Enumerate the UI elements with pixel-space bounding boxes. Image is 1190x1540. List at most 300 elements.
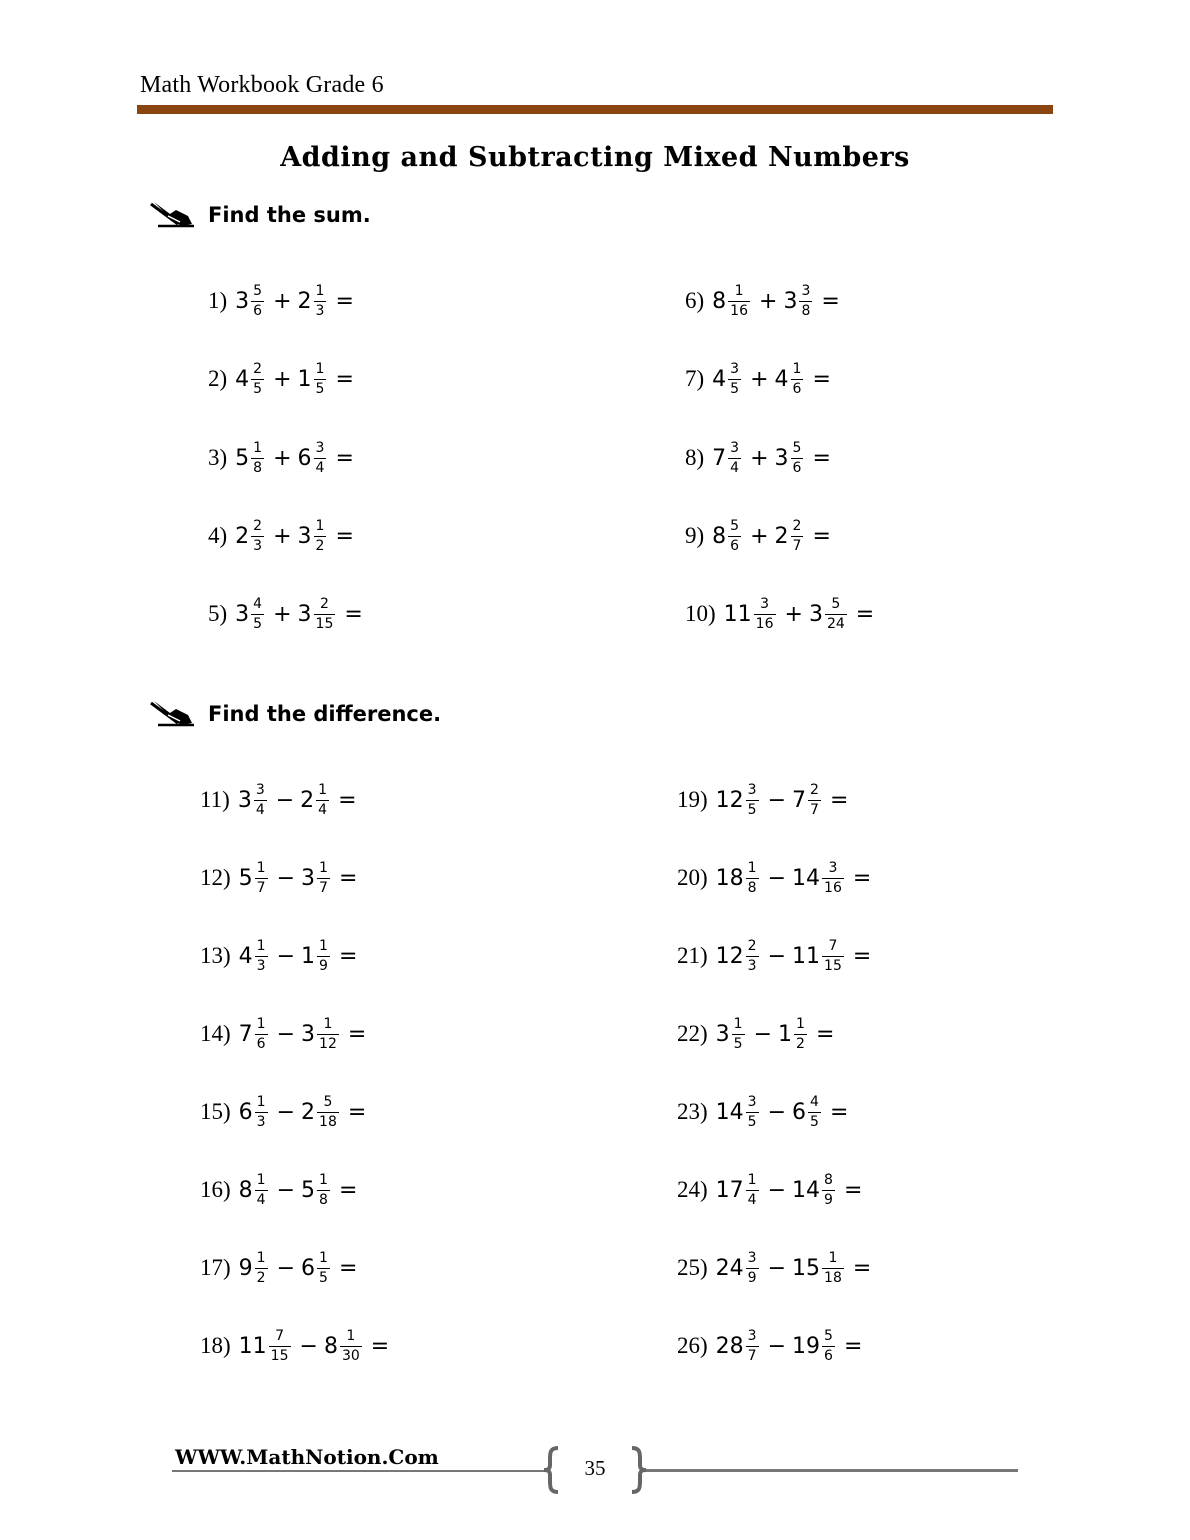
equals-sign: = — [335, 366, 354, 392]
problem-number: 3) — [208, 445, 228, 470]
problem-number: 25) — [677, 1255, 708, 1280]
problem-10 — [685, 589, 880, 639]
fraction — [255, 1016, 268, 1053]
denominator: 8 — [253, 459, 263, 476]
fraction — [251, 361, 264, 398]
operator: + — [750, 366, 769, 392]
whole-number: 6 — [792, 1099, 807, 1125]
denominator: 9 — [747, 1269, 757, 1286]
whole-number: 17 — [715, 1177, 744, 1203]
operator: + — [759, 288, 778, 314]
numerator: 5 — [323, 1093, 333, 1110]
fraction — [746, 1172, 759, 1209]
equals-sign: = — [843, 1333, 863, 1359]
denominator: 15 — [270, 1347, 289, 1364]
numerator: 7 — [275, 1327, 285, 1344]
numerator: 1 — [346, 1327, 356, 1344]
denominator: 4 — [318, 801, 328, 818]
whole-number: 2 — [235, 523, 250, 549]
denominator: 8 — [319, 1191, 328, 1208]
numerator: 5 — [253, 282, 263, 299]
whole-number: 1 — [778, 1021, 793, 1047]
denominator: 4 — [256, 1191, 266, 1208]
problem-13 — [200, 931, 363, 981]
whole-number: 11 — [723, 601, 752, 627]
denominator: 9 — [319, 957, 328, 974]
denominator: 5 — [747, 801, 757, 818]
equals-sign: = — [852, 1255, 872, 1281]
whole-number: 11 — [238, 1333, 267, 1359]
numerator: 1 — [256, 1093, 266, 1110]
denominator: 5 — [319, 1269, 328, 1286]
equals-sign: = — [812, 366, 831, 392]
fraction — [251, 596, 264, 633]
numerator: 1 — [792, 360, 802, 377]
whole-number: 3 — [235, 601, 250, 627]
numerator: 1 — [256, 1249, 266, 1266]
equals-sign: = — [852, 865, 872, 891]
equals-sign: = — [812, 445, 831, 471]
denominator: 6 — [256, 1035, 266, 1052]
operator: − — [767, 1333, 787, 1359]
equals-sign: = — [338, 1177, 358, 1203]
whole-number: 8 — [712, 288, 727, 314]
fraction — [791, 440, 804, 477]
fraction — [728, 518, 741, 555]
numerator: 7 — [828, 937, 838, 954]
operator: − — [767, 1177, 787, 1203]
fraction — [314, 596, 336, 633]
denominator: 6 — [730, 537, 740, 554]
fraction — [791, 361, 804, 398]
equals-sign: = — [855, 601, 875, 627]
whole-number: 1 — [301, 943, 316, 969]
operator: + — [273, 288, 292, 314]
numerator: 5 — [730, 517, 740, 534]
whole-number: 4 — [235, 366, 250, 392]
operator: − — [276, 1177, 296, 1203]
denominator: 4 — [730, 459, 740, 476]
equals-sign: = — [347, 1099, 367, 1125]
whole-number: 2 — [297, 288, 312, 314]
numerator: 2 — [253, 517, 263, 534]
denominator: 8 — [801, 302, 811, 319]
whole-number: 8 — [712, 523, 727, 549]
whole-number: 3 — [715, 1021, 730, 1047]
denominator: 5 — [253, 615, 263, 632]
problem-number: 17) — [200, 1255, 231, 1280]
whole-number: 7 — [792, 787, 807, 813]
denominator: 3 — [253, 537, 263, 554]
denominator: 3 — [315, 302, 325, 319]
numerator: 3 — [747, 1093, 757, 1110]
problem-18 — [200, 1321, 395, 1371]
pencil-writing-icon — [148, 200, 196, 230]
fraction — [251, 440, 264, 477]
numerator: 3 — [747, 1327, 757, 1344]
problem-21 — [677, 931, 877, 981]
equals-sign: = — [829, 787, 849, 813]
whole-number: 4 — [774, 366, 789, 392]
numerator: 4 — [810, 1093, 819, 1110]
whole-number: 3 — [774, 445, 789, 471]
whole-number: 14 — [715, 1099, 744, 1125]
equals-sign: = — [338, 865, 358, 891]
fraction — [728, 361, 741, 398]
whole-number: 2 — [300, 787, 315, 813]
problem-25 — [677, 1243, 877, 1293]
section-heading-label: Find the sum. — [208, 203, 371, 227]
denominator: 6 — [253, 302, 263, 319]
whole-number: 12 — [715, 787, 744, 813]
numerator: 1 — [734, 282, 744, 299]
numerator: 3 — [730, 439, 740, 456]
equals-sign: = — [335, 445, 354, 471]
denominator: 2 — [256, 1269, 266, 1286]
fraction — [746, 938, 759, 975]
problem-12 — [200, 853, 363, 903]
numerator: 1 — [828, 1249, 838, 1266]
operator: − — [276, 1099, 296, 1125]
problem-19 — [677, 775, 854, 825]
section-heading-sum — [148, 200, 371, 230]
problem-number: 10) — [685, 601, 716, 626]
problem-number: 4) — [208, 523, 228, 548]
numerator: 1 — [733, 1015, 743, 1032]
problem-number: 19) — [677, 787, 708, 812]
problem-15 — [200, 1087, 372, 1137]
footer-rule-left — [172, 1470, 550, 1472]
denominator: 5 — [315, 380, 325, 397]
numerator: 1 — [323, 1015, 333, 1032]
fraction — [822, 1172, 835, 1209]
section-heading-label: Find the difference. — [208, 702, 442, 726]
whole-number: 5 — [235, 445, 250, 471]
whole-number: 4 — [712, 366, 727, 392]
fraction — [314, 440, 327, 477]
page-number: 35 — [584, 1456, 606, 1480]
problem-number: 21) — [677, 943, 708, 968]
equals-sign: = — [344, 601, 363, 627]
problem-number: 5) — [208, 601, 228, 626]
header-divider — [137, 105, 1053, 114]
whole-number: 3 — [297, 601, 312, 627]
denominator: 9 — [824, 1191, 833, 1208]
fraction — [314, 361, 327, 398]
whole-number: 3 — [237, 787, 252, 813]
operator: − — [276, 865, 296, 891]
operator: − — [767, 787, 787, 813]
numerator: 1 — [319, 1171, 328, 1188]
problem-number: 1) — [208, 288, 228, 313]
operator: − — [767, 865, 787, 891]
footer-website: WWW.MathNotion.Com — [175, 1445, 439, 1469]
denominator: 2 — [796, 1035, 805, 1052]
equals-sign: = — [815, 1021, 835, 1047]
fraction — [254, 782, 267, 819]
operator: − — [275, 787, 295, 813]
numerator: 1 — [315, 517, 325, 534]
fraction — [822, 1250, 844, 1287]
whole-number: 8 — [238, 1177, 253, 1203]
numerator: 2 — [792, 517, 802, 534]
denominator: 24 — [826, 615, 845, 632]
equals-sign: = — [370, 1333, 390, 1359]
fraction — [746, 782, 759, 819]
numerator: 3 — [801, 282, 811, 299]
whole-number: 14 — [792, 1177, 821, 1203]
denominator: 5 — [253, 380, 263, 397]
equals-sign: = — [335, 523, 354, 549]
fraction — [746, 860, 759, 897]
equals-sign: = — [812, 523, 831, 549]
numerator: 1 — [747, 859, 757, 876]
fraction — [732, 1016, 745, 1053]
whole-number: 6 — [301, 1255, 316, 1281]
denominator: 4 — [747, 1191, 757, 1208]
numerator: 3 — [747, 1249, 757, 1266]
fraction — [251, 518, 264, 555]
operator: + — [784, 601, 803, 627]
fraction — [822, 860, 844, 897]
problem-11 — [200, 775, 363, 825]
pencil-writing-icon — [148, 699, 196, 729]
denominator: 3 — [256, 957, 266, 974]
problem-8 — [685, 433, 837, 483]
fraction — [317, 1172, 330, 1209]
equals-sign: = — [821, 288, 840, 314]
numerator: 1 — [256, 1171, 266, 1188]
whole-number: 5 — [301, 1177, 316, 1203]
numerator: 5 — [792, 439, 802, 456]
whole-number: 5 — [238, 865, 253, 891]
fraction — [314, 283, 327, 320]
problem-number: 13) — [200, 943, 231, 968]
numerator: 2 — [319, 595, 329, 612]
footer-rule-right — [640, 1469, 1018, 1472]
operator: + — [750, 445, 769, 471]
problem-number: 14) — [200, 1021, 231, 1046]
numerator: 3 — [747, 781, 757, 798]
problem-6 — [685, 276, 846, 326]
fraction — [791, 518, 804, 555]
fraction — [340, 1328, 362, 1365]
denominator: 3 — [747, 957, 757, 974]
equals-sign: = — [338, 787, 357, 813]
denominator: 18 — [824, 1269, 842, 1286]
denominator: 5 — [730, 380, 740, 397]
denominator: 5 — [810, 1113, 819, 1130]
problem-1 — [208, 276, 360, 326]
denominator: 7 — [256, 879, 266, 896]
operator: + — [273, 523, 292, 549]
numerator: 1 — [319, 1249, 328, 1266]
fraction — [314, 518, 327, 555]
denominator: 30 — [341, 1347, 360, 1364]
whole-number: 18 — [715, 865, 744, 891]
numerator: 1 — [256, 859, 266, 876]
denominator: 16 — [730, 302, 748, 319]
whole-number: 7 — [238, 1021, 253, 1047]
denominator: 7 — [319, 879, 328, 896]
numerator: 3 — [760, 595, 770, 612]
operator: + — [273, 366, 292, 392]
equals-sign: = — [347, 1021, 367, 1047]
denominator: 15 — [315, 615, 334, 632]
denominator: 8 — [747, 879, 757, 896]
numerator: 3 — [315, 439, 325, 456]
numerator: 1 — [747, 1171, 757, 1188]
numerator: 1 — [256, 1015, 266, 1032]
equals-sign: = — [843, 1177, 863, 1203]
operator: − — [276, 1255, 296, 1281]
problem-number: 9) — [685, 523, 705, 548]
numerator: 8 — [824, 1171, 833, 1188]
denominator: 3 — [256, 1113, 266, 1130]
equals-sign: = — [829, 1099, 849, 1125]
fraction — [317, 1250, 330, 1287]
problem-20 — [677, 853, 877, 903]
operator: − — [767, 1099, 787, 1125]
whole-number: 12 — [715, 943, 744, 969]
problem-7 — [685, 354, 837, 404]
operator: + — [750, 523, 769, 549]
numerator: 1 — [318, 781, 328, 798]
numerator: 3 — [828, 859, 838, 876]
denominator: 16 — [755, 615, 774, 632]
denominator: 18 — [319, 1113, 337, 1130]
numerator: 1 — [319, 859, 328, 876]
equals-sign: = — [852, 943, 872, 969]
fraction — [251, 283, 264, 320]
denominator: 5 — [733, 1035, 743, 1052]
fraction — [728, 440, 741, 477]
denominator: 7 — [747, 1347, 757, 1364]
numerator: 1 — [796, 1015, 805, 1032]
numerator: 1 — [315, 282, 325, 299]
denominator: 16 — [824, 879, 842, 896]
numerator: 2 — [747, 937, 757, 954]
fraction — [255, 1172, 268, 1209]
numerator: 1 — [256, 937, 266, 954]
denominator: 2 — [315, 537, 325, 554]
numerator: 2 — [253, 360, 263, 377]
whole-number: 24 — [715, 1255, 744, 1281]
problem-number: 15) — [200, 1099, 231, 1124]
whole-number: 1 — [297, 366, 312, 392]
problem-number: 12) — [200, 865, 231, 890]
problem-5 — [208, 589, 369, 639]
fraction — [746, 1328, 759, 1365]
problem-number: 2) — [208, 366, 228, 391]
whole-number: 7 — [712, 445, 727, 471]
whole-number: 15 — [792, 1255, 821, 1281]
numerator: 3 — [255, 781, 265, 798]
problem-number: 24) — [677, 1177, 708, 1202]
operator: + — [273, 445, 292, 471]
whole-number: 19 — [792, 1333, 821, 1359]
denominator: 6 — [792, 380, 802, 397]
numerator: 3 — [730, 360, 740, 377]
section-heading-difference — [148, 699, 441, 729]
fraction — [317, 1094, 339, 1131]
denominator: 6 — [824, 1347, 833, 1364]
operator: − — [767, 1255, 787, 1281]
problem-number: 18) — [200, 1333, 231, 1358]
fraction — [808, 1094, 821, 1131]
denominator: 4 — [255, 801, 265, 818]
fraction — [317, 1016, 339, 1053]
whole-number: 3 — [783, 288, 798, 314]
equals-sign: = — [338, 1255, 358, 1281]
denominator: 5 — [747, 1113, 757, 1130]
whole-number: 6 — [297, 445, 312, 471]
whole-number: 3 — [301, 865, 316, 891]
problem-24 — [677, 1165, 868, 1215]
whole-number: 2 — [301, 1099, 316, 1125]
whole-number: 11 — [792, 943, 821, 969]
whole-number: 14 — [792, 865, 821, 891]
fraction — [255, 938, 268, 975]
problem-number: 22) — [677, 1021, 708, 1046]
whole-number: 3 — [235, 288, 250, 314]
problem-number: 11) — [200, 787, 230, 812]
problem-26 — [677, 1321, 868, 1371]
denominator: 6 — [792, 459, 802, 476]
fraction — [794, 1016, 807, 1053]
whole-number: 3 — [301, 1021, 316, 1047]
denominator: 4 — [315, 459, 325, 476]
problem-9 — [685, 511, 837, 561]
problem-14 — [200, 1009, 372, 1059]
denominator: 7 — [810, 801, 819, 818]
whole-number: 3 — [808, 601, 823, 627]
fraction — [317, 938, 330, 975]
fraction — [746, 1094, 759, 1131]
operator: − — [767, 943, 787, 969]
fraction — [728, 283, 750, 320]
fraction — [316, 782, 329, 819]
fraction — [746, 1250, 759, 1287]
fraction — [825, 596, 847, 633]
numerator: 2 — [810, 781, 819, 798]
problem-number: 7) — [685, 366, 705, 391]
fraction — [799, 283, 812, 320]
fraction — [255, 1094, 268, 1131]
fraction — [808, 782, 821, 819]
equals-sign: = — [335, 288, 354, 314]
problem-number: 16) — [200, 1177, 231, 1202]
denominator: 12 — [319, 1035, 337, 1052]
denominator: 15 — [824, 957, 842, 974]
problem-16 — [200, 1165, 363, 1215]
fraction — [822, 1328, 835, 1365]
operator: − — [753, 1021, 773, 1047]
whole-number: 9 — [238, 1255, 253, 1281]
operator: − — [299, 1333, 318, 1359]
whole-number: 4 — [238, 943, 253, 969]
problem-number: 8) — [685, 445, 705, 470]
problem-2 — [208, 354, 360, 404]
operator: − — [276, 1021, 296, 1047]
numerator: 5 — [824, 1327, 833, 1344]
fraction — [822, 938, 844, 975]
fraction — [255, 860, 268, 897]
numerator: 4 — [253, 595, 263, 612]
problem-22 — [677, 1009, 840, 1059]
numerator: 1 — [319, 937, 328, 954]
problem-number: 20) — [677, 865, 708, 890]
